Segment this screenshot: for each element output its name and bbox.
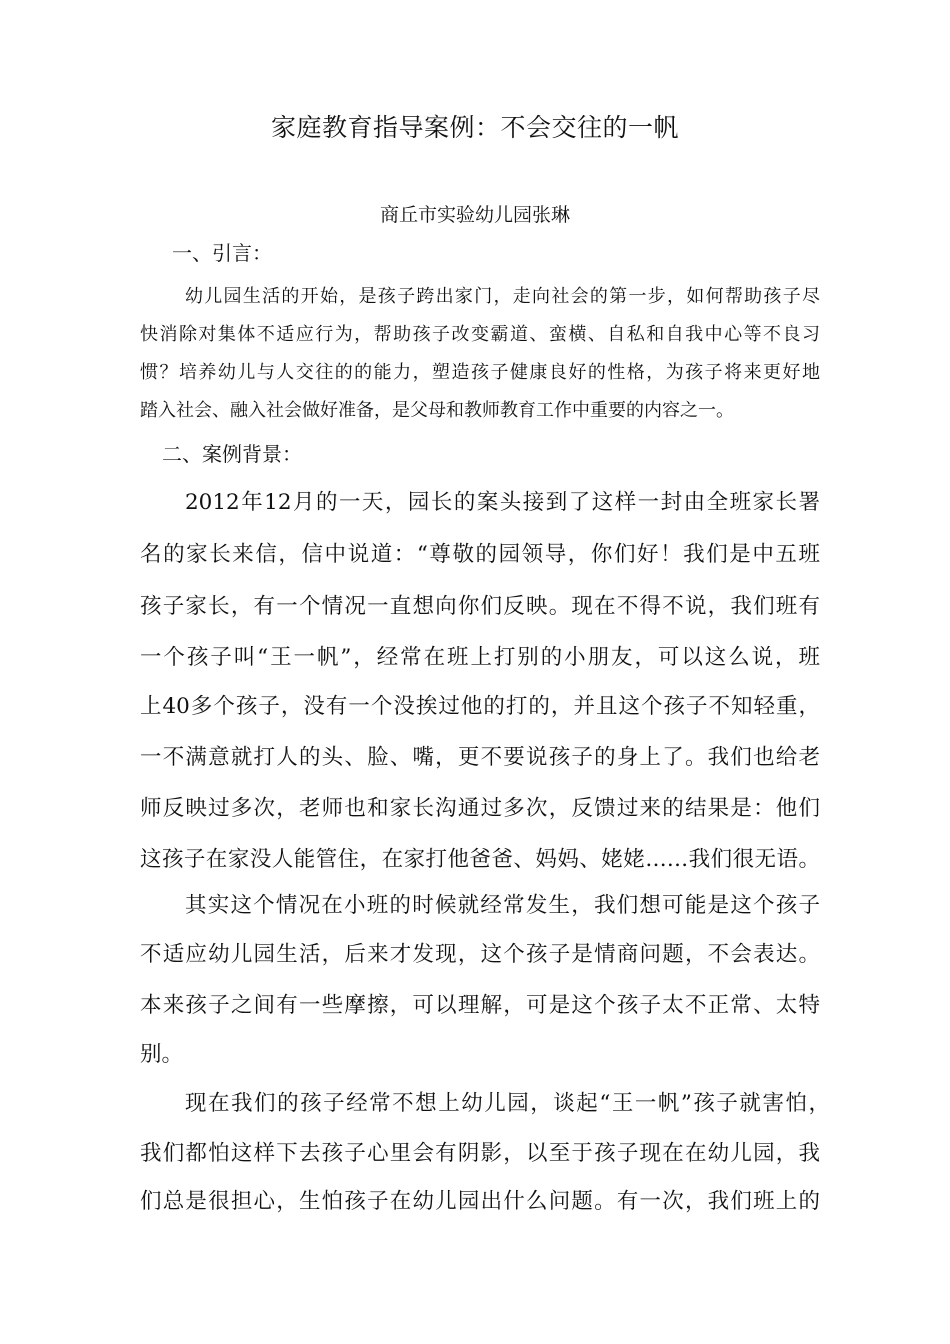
- body-line: 上40多个孩子，没有一个没挨过他的打的，并且这个孩子不知轻重，: [140, 694, 820, 719]
- body-line: 们总是很担心，生怕孩子在幼儿园出什么问题。有一次，我们班上的: [140, 1189, 820, 1214]
- intro-line: 快消除对集体不适应行为，帮助孩子改变霸道、蛮横、自私和自我中心等不良习: [140, 324, 820, 345]
- body-line: 别。: [140, 1042, 184, 1067]
- intro-line: 惯？培养幼儿与人交往的的能力，塑造孩子健康良好的性格，为孩子将来更好地: [140, 362, 820, 383]
- author-line: 商丘市实验幼儿园张琳: [379, 204, 570, 226]
- body-line: 现在我们的孩子经常不想上幼儿园，谈起“王一帆”孩子就害怕，: [185, 1091, 830, 1116]
- body-line: 一不满意就打人的头、脸、嘴，更不要说孩子的身上了。我们也给老: [140, 745, 820, 770]
- intro-line: 幼儿园生活的开始，是孩子跨出家门，走向社会的第一步，如何帮助孩子尽: [185, 286, 820, 307]
- body-line: 孩子家长，有一个情况一直想向你们反映。现在不得不说，我们班有: [140, 594, 820, 619]
- body-line: 这孩子在家没人能管住，在家打他爸爸、妈妈、姥姥……我们很无语。: [140, 847, 820, 872]
- document-title: 家庭教育指导案例：不会交往的一帆: [270, 113, 679, 142]
- body-line: 师反映过多次，老师也和家长沟通过多次，反馈过来的结果是：他们: [140, 796, 820, 821]
- intro-line: 踏入社会、融入社会做好准备，是父母和教师教育工作中重要的内容之一。: [140, 400, 734, 421]
- body-line: 不适应幼儿园生活，后来才发现，这个孩子是情商问题，不会表达。: [140, 942, 820, 967]
- body-line: 我们都怕这样下去孩子心里会有阴影，以至于孩子现在在幼儿园，我: [140, 1141, 820, 1166]
- section-heading-intro: 一、引言：: [172, 241, 272, 265]
- body-line: 2012年12月的一天，园长的案头接到了这样一封由全班家长署: [185, 490, 820, 515]
- body-line: 本来孩子之间有一些摩擦，可以理解，可是这个孩子太不正常、太特: [140, 993, 820, 1018]
- body-line: 一个孩子叫“王一帆”，经常在班上打别的小朋友，可以这么说，班: [140, 645, 820, 670]
- body-line: 其实这个情况在小班的时候就经常发生，我们想可能是这个孩子: [185, 893, 820, 918]
- section-heading-background: 二、案例背景：: [162, 442, 302, 466]
- body-line: 名的家长来信，信中说道：“尊敬的园领导，你们好！我们是中五班: [140, 542, 820, 567]
